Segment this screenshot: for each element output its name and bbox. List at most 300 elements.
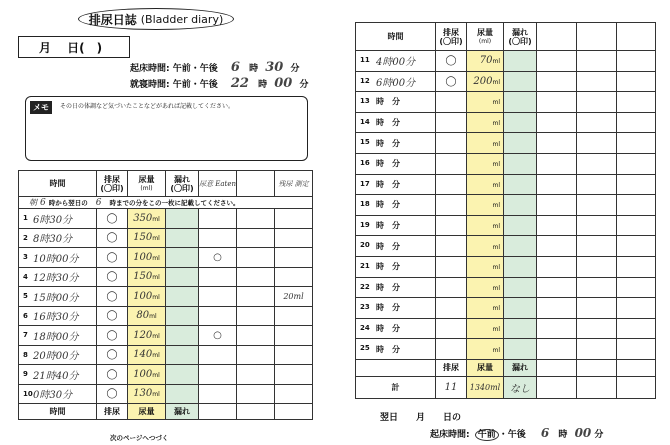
right-diary-table	[355, 22, 656, 399]
volume-cell[interactable]	[467, 71, 504, 92]
volume-cell[interactable]	[467, 174, 504, 195]
urination-mark[interactable]	[436, 92, 467, 113]
extra2-cell[interactable]	[275, 306, 313, 326]
time-value: 時 分	[376, 118, 400, 128]
leak-cell[interactable]	[504, 318, 537, 339]
col-leak: 漏れ (〇印)	[166, 171, 199, 197]
urination-mark[interactable]	[436, 174, 467, 195]
leak-cell[interactable]	[166, 267, 199, 287]
volume-value: 200	[473, 75, 493, 87]
next-day-min-unit: 分	[594, 430, 604, 440]
time-value: 時 分	[376, 262, 400, 272]
urination-mark[interactable]	[436, 339, 467, 360]
empty-cell[interactable]	[617, 195, 656, 216]
urination-mark[interactable]: ◯	[97, 306, 128, 326]
sleep-min[interactable]: 00	[274, 76, 293, 91]
volume-cell[interactable]	[467, 256, 504, 277]
leak-cell[interactable]	[504, 174, 537, 195]
time-cell[interactable]	[19, 384, 97, 404]
time-cell[interactable]	[19, 345, 97, 365]
volume-cell[interactable]	[128, 287, 166, 307]
empty-cell[interactable]	[537, 174, 577, 195]
sleep-min-unit: 分	[299, 80, 309, 90]
ml-unit: ml	[152, 332, 160, 340]
extra1-cell[interactable]	[199, 306, 237, 326]
row-number: 1	[23, 214, 28, 222]
extra1-cell[interactable]	[199, 345, 237, 365]
r-footer-volume: 尿量	[467, 359, 504, 376]
row-number: 2	[23, 233, 28, 242]
row-number: 4	[23, 272, 28, 281]
urination-mark[interactable]	[436, 112, 467, 133]
urination-mark[interactable]: ◯	[97, 365, 128, 385]
row-number: 3	[23, 253, 28, 261]
total-leak[interactable]: なし	[504, 376, 537, 398]
leak-cell[interactable]	[504, 277, 537, 298]
time-cell[interactable]	[19, 326, 97, 346]
empty-cell[interactable]	[577, 133, 617, 154]
extra1-cell[interactable]	[199, 287, 237, 307]
ml-unit: ml	[492, 78, 500, 86]
col-empty	[237, 171, 275, 197]
ml-unit: ml	[152, 235, 160, 243]
empty-cell[interactable]	[237, 228, 275, 248]
volume-cell[interactable]	[467, 236, 504, 257]
row-number: 8	[23, 350, 28, 359]
time-value: 4時00分	[376, 57, 416, 69]
urination-mark[interactable]: ◯	[97, 267, 128, 287]
leak-cell[interactable]	[166, 326, 199, 346]
urination-mark[interactable]	[436, 236, 467, 257]
empty-cell[interactable]	[577, 277, 617, 298]
time-value: 時 分	[376, 97, 400, 107]
urination-mark[interactable]: ◯	[97, 248, 128, 268]
sleep-hour[interactable]: 22	[230, 76, 249, 91]
leak-cell[interactable]	[504, 339, 537, 360]
ml-unit: ml	[492, 181, 500, 189]
empty-cell[interactable]	[537, 133, 577, 154]
empty-cell[interactable]	[237, 384, 275, 404]
empty-cell[interactable]	[577, 195, 617, 216]
time-cell[interactable]	[19, 287, 97, 307]
empty-cell[interactable]	[237, 345, 275, 365]
volume-value: 150	[133, 271, 153, 283]
row-number: 6	[23, 311, 28, 320]
leak-cell[interactable]	[504, 256, 537, 277]
empty-cell[interactable]	[617, 112, 656, 133]
r-col-volume: 尿量 (ml)	[467, 23, 504, 51]
volume-value: 100	[133, 251, 153, 263]
leak-cell[interactable]	[166, 209, 199, 229]
pm-option[interactable]: ・午後	[498, 430, 526, 440]
table-row	[356, 318, 656, 339]
time-cell[interactable]	[356, 71, 436, 92]
leak-cell[interactable]	[504, 153, 537, 174]
time-cell[interactable]	[356, 277, 436, 298]
empty-cell[interactable]	[537, 256, 577, 277]
row-number: 25	[360, 344, 370, 353]
empty-cell[interactable]	[617, 215, 656, 236]
extra2-cell[interactable]	[275, 326, 313, 346]
urination-mark[interactable]: ◯	[436, 51, 467, 72]
time-cell[interactable]	[356, 112, 436, 133]
empty-cell[interactable]	[577, 112, 617, 133]
time-cell[interactable]	[19, 248, 97, 268]
volume-cell[interactable]	[467, 112, 504, 133]
time-value: 20時00分	[33, 351, 79, 363]
time-value: 時 分	[376, 138, 400, 148]
volume-cell[interactable]	[128, 384, 166, 404]
time-cell[interactable]	[356, 174, 436, 195]
ml-unit: ml	[152, 254, 160, 262]
volume-value: 100	[133, 368, 153, 380]
ml-unit: ml	[152, 371, 160, 379]
table-row	[356, 339, 656, 360]
urination-mark[interactable]	[436, 133, 467, 154]
time-cell[interactable]	[356, 215, 436, 236]
empty-cell[interactable]	[577, 339, 617, 360]
total-count[interactable]: 11	[436, 376, 467, 398]
col-extra1: 尿意 Eaten	[199, 171, 237, 197]
empty-cell[interactable]	[537, 92, 577, 113]
time-value: 時 分	[376, 324, 400, 334]
col-time: 時間	[19, 171, 97, 197]
empty-cell[interactable]	[577, 153, 617, 174]
urination-mark[interactable]: ◯	[97, 228, 128, 248]
leak-cell[interactable]	[166, 248, 199, 268]
leak-cell[interactable]	[504, 92, 537, 113]
urination-mark[interactable]: ◯	[97, 326, 128, 346]
table-row	[356, 215, 656, 236]
diary-title	[78, 8, 234, 30]
volume-cell[interactable]	[467, 92, 504, 113]
empty-cell[interactable]	[617, 92, 656, 113]
time-cell[interactable]	[19, 365, 97, 385]
ml-unit: ml	[492, 99, 500, 107]
volume-value: 150	[133, 232, 153, 244]
extra1-cell[interactable]	[199, 365, 237, 385]
urination-mark[interactable]	[436, 195, 467, 216]
empty-cell[interactable]	[617, 71, 656, 92]
empty-cell[interactable]	[577, 256, 617, 277]
extra1-cell[interactable]	[199, 384, 237, 404]
ml-unit: ml	[152, 293, 160, 301]
wake-hour[interactable]: 6	[230, 60, 240, 75]
footer-leak: 漏れ	[166, 404, 199, 420]
volume-cell[interactable]	[467, 51, 504, 72]
ml-unit: ml	[492, 284, 500, 292]
ml-unit: ml	[492, 223, 500, 231]
urination-mark[interactable]	[436, 256, 467, 277]
volume-cell[interactable]	[467, 277, 504, 298]
time-cell[interactable]	[356, 51, 436, 72]
time-value: 時 分	[376, 303, 400, 313]
volume-cell[interactable]	[467, 153, 504, 174]
extra2-cell[interactable]	[275, 384, 313, 404]
leak-cell[interactable]	[504, 71, 537, 92]
empty-cell[interactable]	[617, 153, 656, 174]
extra2-cell[interactable]	[275, 248, 313, 268]
urination-mark[interactable]	[436, 153, 467, 174]
time-cell[interactable]	[356, 92, 436, 113]
table-row	[19, 248, 313, 268]
date-field[interactable]: 月 日( )	[18, 36, 130, 58]
ml-unit: ml	[492, 58, 500, 66]
volume-cell[interactable]	[128, 345, 166, 365]
r-col-leak: 漏れ (〇印)	[504, 23, 537, 51]
row-number: 24	[360, 323, 370, 332]
time-cell[interactable]	[19, 306, 97, 326]
sleep-hour-unit: 時	[258, 80, 268, 90]
extra2-cell[interactable]	[275, 209, 313, 229]
empty-cell[interactable]	[537, 51, 577, 72]
extra1-cell[interactable]: ○	[199, 248, 237, 268]
empty-cell[interactable]	[537, 195, 577, 216]
row-number: 17	[360, 179, 370, 188]
empty-cell[interactable]	[577, 318, 617, 339]
time-cell[interactable]	[356, 133, 436, 154]
time-value: 時 分	[376, 344, 400, 354]
table-row	[19, 209, 313, 229]
empty-cell[interactable]	[537, 339, 577, 360]
sleep-label: 就寝時間: 午前・午後	[130, 80, 218, 90]
empty-cell[interactable]	[577, 92, 617, 113]
row-number: 10	[23, 389, 33, 398]
table-row	[356, 236, 656, 257]
row-number: 20	[360, 241, 370, 250]
table-row	[356, 153, 656, 174]
urination-mark[interactable]: ◯	[436, 71, 467, 92]
leak-cell[interactable]	[166, 306, 199, 326]
time-value: 時 分	[376, 241, 400, 251]
next-day-hour[interactable]: 6	[540, 426, 550, 440]
empty-cell[interactable]	[617, 51, 656, 72]
volume-cell[interactable]	[128, 228, 166, 248]
ml-unit: ml	[152, 391, 160, 399]
empty-cell[interactable]	[577, 298, 617, 319]
row-number: 18	[360, 200, 370, 209]
ml-unit: ml	[492, 140, 500, 148]
empty-cell[interactable]	[537, 112, 577, 133]
extra1-cell[interactable]: ○	[199, 326, 237, 346]
table-row	[356, 298, 656, 319]
empty-cell[interactable]	[617, 318, 656, 339]
sleep-time-line	[130, 76, 309, 91]
next-day-wake-line	[430, 426, 603, 440]
urination-mark[interactable]: ◯	[97, 384, 128, 404]
time-value: 18時00分	[33, 331, 79, 343]
row-number: 19	[360, 220, 370, 229]
empty-cell[interactable]	[617, 298, 656, 319]
empty-cell[interactable]	[577, 236, 617, 257]
leak-cell[interactable]	[504, 195, 537, 216]
volume-cell[interactable]	[467, 318, 504, 339]
urination-mark[interactable]: ◯	[97, 345, 128, 365]
time-value: 時 分	[376, 179, 400, 189]
row-number: 14	[360, 117, 370, 126]
empty-cell[interactable]	[537, 277, 577, 298]
empty-cell[interactable]	[617, 256, 656, 277]
title-jp: 排尿日誌	[88, 12, 137, 27]
volume-cell[interactable]	[467, 298, 504, 319]
leak-cell[interactable]	[504, 112, 537, 133]
table-row	[356, 256, 656, 277]
time-cell[interactable]	[356, 236, 436, 257]
empty-cell[interactable]	[617, 339, 656, 360]
time-cell[interactable]	[19, 209, 97, 229]
empty-cell[interactable]	[237, 306, 275, 326]
table-row	[19, 326, 313, 346]
time-cell[interactable]	[356, 318, 436, 339]
time-cell[interactable]	[356, 153, 436, 174]
volume-value: 130	[133, 388, 153, 400]
footer-volume: 尿量	[128, 404, 166, 420]
leak-cell[interactable]	[166, 287, 199, 307]
urination-mark[interactable]	[436, 298, 467, 319]
extra2-cell[interactable]	[275, 365, 313, 385]
empty-cell[interactable]	[577, 71, 617, 92]
time-value: 0時30分	[33, 390, 73, 402]
table-row	[356, 174, 656, 195]
left-diary-table	[18, 170, 313, 420]
volume-cell[interactable]	[467, 339, 504, 360]
r-footer-leak: 漏れ	[504, 359, 537, 376]
table-row	[19, 365, 313, 385]
row-number: 13	[360, 97, 370, 106]
volume-cell[interactable]	[128, 267, 166, 287]
table-row	[19, 384, 313, 404]
row-number: 5	[23, 292, 28, 300]
time-cell[interactable]	[356, 195, 436, 216]
extra1-cell[interactable]	[199, 228, 237, 248]
volume-cell[interactable]	[128, 209, 166, 229]
next-day-min[interactable]: 00	[574, 426, 592, 440]
extra2-cell[interactable]	[275, 228, 313, 248]
time-value: 時 分	[376, 221, 400, 231]
leak-cell[interactable]	[504, 51, 537, 72]
wake-time-line	[130, 60, 299, 75]
table-row	[19, 306, 313, 326]
total-volume[interactable]: 1340ml	[467, 376, 504, 398]
leak-cell[interactable]	[504, 298, 537, 319]
empty-cell[interactable]	[537, 71, 577, 92]
leak-cell[interactable]	[504, 236, 537, 257]
volume-cell[interactable]	[128, 306, 166, 326]
table-row	[356, 71, 656, 92]
table-row	[19, 287, 313, 307]
extra2-cell[interactable]	[275, 267, 313, 287]
extra1-cell[interactable]	[199, 267, 237, 287]
row-number: 22	[360, 282, 370, 291]
table-row	[356, 92, 656, 113]
leak-cell[interactable]	[166, 365, 199, 385]
table-row	[356, 112, 656, 133]
ml-unit: ml	[492, 202, 500, 210]
volume-value: 70	[479, 55, 493, 67]
empty-cell[interactable]	[617, 277, 656, 298]
empty-cell[interactable]	[537, 153, 577, 174]
am-circled[interactable]: 午前	[475, 429, 499, 441]
next-day-label: 翌日 月 日の	[380, 413, 462, 423]
volume-value: 140	[133, 349, 153, 361]
urination-mark[interactable]	[436, 318, 467, 339]
volume-cell[interactable]	[128, 326, 166, 346]
row-number: 7	[23, 331, 28, 339]
empty-cell[interactable]	[617, 133, 656, 154]
row-number: 21	[360, 261, 370, 270]
empty-cell[interactable]	[537, 298, 577, 319]
leak-cell[interactable]	[504, 133, 537, 154]
empty-cell[interactable]	[237, 209, 275, 229]
leak-cell[interactable]	[166, 228, 199, 248]
time-cell[interactable]	[19, 228, 97, 248]
time-cell[interactable]	[356, 256, 436, 277]
ml-unit: ml	[492, 264, 500, 272]
extra2-cell[interactable]	[275, 345, 313, 365]
col-urination: 排尿 (〇印)	[97, 171, 128, 197]
urination-mark[interactable]: ◯	[97, 287, 128, 307]
urination-mark[interactable]	[436, 277, 467, 298]
empty-cell[interactable]	[537, 318, 577, 339]
urination-mark[interactable]: ◯	[97, 209, 128, 229]
table-row	[356, 195, 656, 216]
empty-cell[interactable]	[237, 326, 275, 346]
time-value: 時 分	[376, 200, 400, 210]
ml-unit: ml	[152, 215, 160, 223]
empty-cell[interactable]	[237, 287, 275, 307]
volume-value: 100	[133, 290, 153, 302]
time-cell[interactable]	[19, 267, 97, 287]
memo-instruction: その日の体調など気づいたことなどがあれば記載してください。	[60, 103, 235, 110]
empty-cell[interactable]	[237, 365, 275, 385]
volume-cell[interactable]	[467, 195, 504, 216]
table-row	[19, 267, 313, 287]
time-cell[interactable]	[356, 298, 436, 319]
r-footer-urination: 排尿	[436, 359, 467, 376]
volume-cell[interactable]	[128, 248, 166, 268]
empty-cell[interactable]	[537, 215, 577, 236]
col-volume: 尿量 (ml)	[128, 171, 166, 197]
volume-cell[interactable]	[128, 365, 166, 385]
leak-cell[interactable]	[166, 384, 199, 404]
memo-box[interactable]	[25, 96, 308, 161]
time-cell[interactable]	[356, 339, 436, 360]
empty-cell[interactable]	[577, 174, 617, 195]
empty-cell[interactable]	[577, 51, 617, 72]
volume-cell[interactable]	[467, 133, 504, 154]
empty-cell[interactable]	[537, 236, 577, 257]
empty-cell[interactable]	[617, 174, 656, 195]
empty-cell[interactable]	[577, 215, 617, 236]
row-number: 12	[360, 76, 370, 85]
ml-unit: ml	[492, 326, 500, 334]
empty-cell[interactable]	[617, 236, 656, 257]
wake-min[interactable]: 30	[265, 60, 284, 75]
time-value: 6時30分	[33, 214, 73, 226]
empty-cell[interactable]	[237, 248, 275, 268]
row-number: 9	[23, 370, 28, 378]
urination-mark[interactable]	[436, 215, 467, 236]
empty-cell[interactable]	[237, 267, 275, 287]
footer-time: 時間	[19, 404, 97, 420]
volume-value: 350	[133, 212, 153, 224]
extra1-cell[interactable]	[199, 209, 237, 229]
leak-cell[interactable]	[504, 215, 537, 236]
time-value: 16時30分	[33, 312, 79, 324]
extra2-cell[interactable]: 20ml	[275, 287, 313, 307]
leak-cell[interactable]	[166, 345, 199, 365]
volume-cell[interactable]	[467, 215, 504, 236]
